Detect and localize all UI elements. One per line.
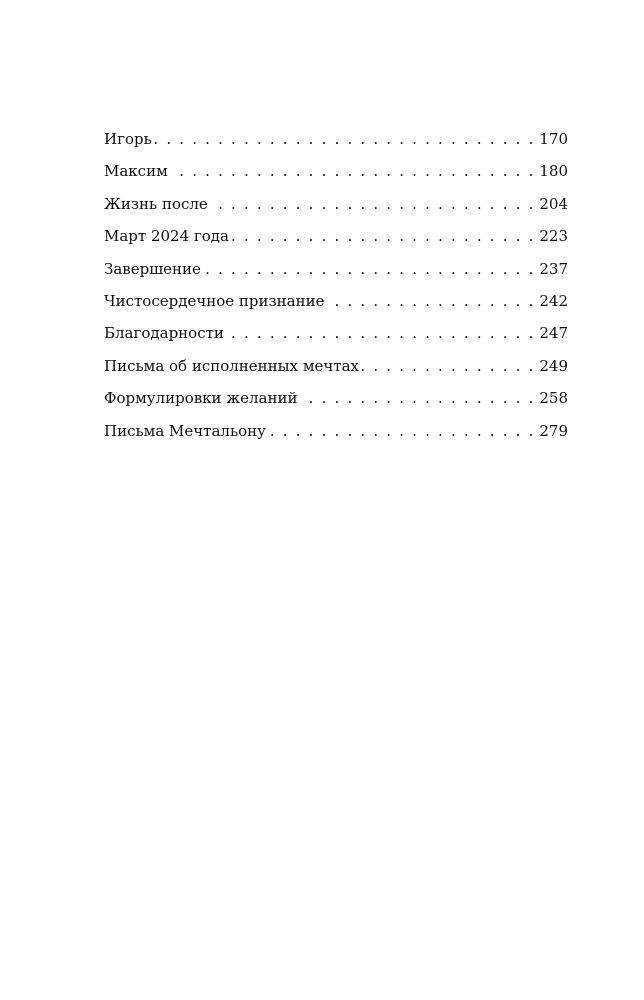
toc-entry-title: Письма об исполненных мечтах	[104, 356, 360, 375]
toc-entry-page: 223	[539, 227, 568, 246]
toc-entry[interactable]	[104, 317, 568, 349]
dot-leader	[210, 188, 534, 220]
toc-entry[interactable]	[104, 220, 568, 252]
toc-entry[interactable]	[104, 350, 568, 382]
dot-leader	[203, 253, 533, 285]
toc-entry-title: Март 2024 года	[104, 227, 229, 246]
toc-entry-page: 237	[539, 259, 568, 278]
toc-entry[interactable]	[104, 382, 568, 414]
toc-entry[interactable]	[104, 415, 568, 447]
toc-entry-page: 258	[539, 389, 568, 408]
dot-leader	[170, 155, 534, 187]
toc-entry-title: Максим	[104, 162, 168, 181]
toc-entry-page: 170	[539, 130, 568, 148]
dot-leader	[299, 382, 533, 414]
toc-entry[interactable]	[104, 253, 568, 285]
toc-entry-page: 242	[539, 291, 568, 310]
toc-entry-page: 249	[539, 356, 568, 375]
dot-leader	[231, 220, 533, 252]
toc-entry-title: Письма Мечтальону	[104, 421, 266, 440]
toc-entry-title: Чистосердечное признание	[104, 291, 325, 310]
toc-entry[interactable]	[104, 155, 568, 187]
table-of-contents	[104, 123, 568, 447]
toc-entry-title: Жизнь после	[104, 194, 208, 213]
toc-entry[interactable]	[104, 188, 568, 220]
toc-entry[interactable]	[104, 285, 568, 317]
dot-leader	[226, 317, 533, 349]
toc-entry-title: Благодарности	[104, 324, 224, 343]
toc-entry-page: 204	[539, 194, 568, 213]
dot-leader	[268, 415, 533, 447]
toc-entry-title: Формулировки желаний	[104, 389, 298, 408]
toc-entry-page: 247	[539, 324, 568, 343]
dot-leader	[327, 285, 534, 317]
toc-entry-page: 180	[539, 162, 568, 181]
toc-entry[interactable]	[104, 123, 568, 155]
toc-entry-title: Завершение	[104, 259, 201, 278]
toc-entry-title: Игорь	[104, 130, 152, 148]
dot-leader	[154, 123, 534, 155]
toc-entry-page: 279	[539, 421, 568, 440]
dot-leader	[361, 350, 533, 382]
